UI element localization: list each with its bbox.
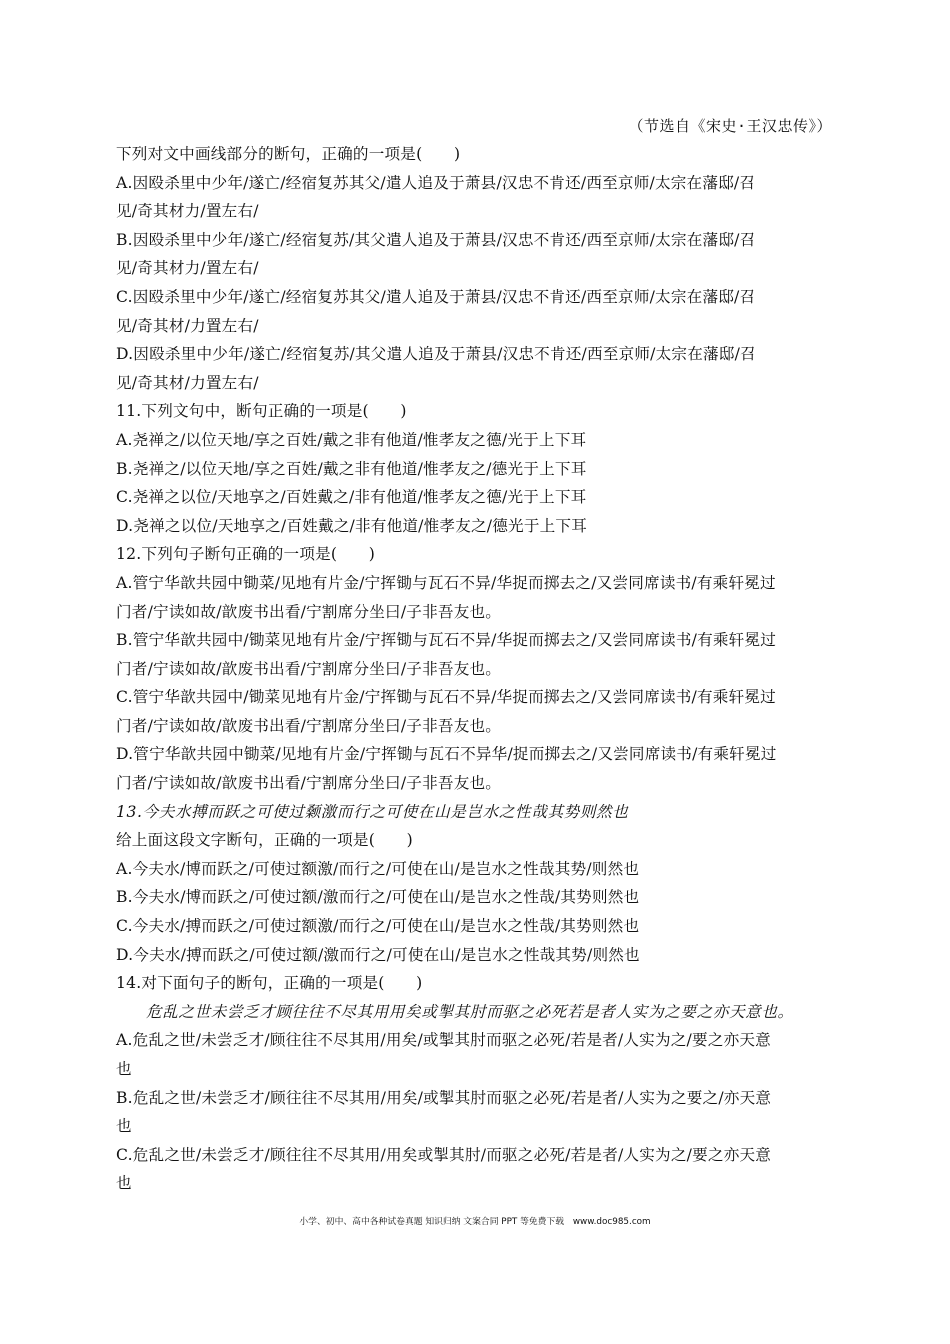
- question-stem: 11.下列文句中，断句正确的一项是( ): [116, 402, 407, 421]
- question-13-block: [116, 798, 836, 970]
- question-stem: 14.对下面句子的断句，正确的一项是( ): [116, 974, 423, 993]
- option-a: A.今夫水/博而跃之/可使过额激/而行之/可使在山/是岂水之性哉其势/则然也: [116, 859, 640, 878]
- option-c-cont: 见/奇其材/力置左右/: [116, 316, 259, 335]
- option-c-cont: 门者/宁读如故/歆废书出看/宁割席分坐曰/子非吾友也。: [116, 716, 502, 735]
- option-d: D.因殴杀里中少年/遂亡/经宿复苏/其父遣人追及于萧县/汉忠不肯还/西至京师/太宗在藩邸/召: [116, 345, 756, 364]
- option-c-cont: 也: [116, 1174, 132, 1193]
- option-b-cont: 门者/宁读如故/歆废书出看/宁割席分坐曰/子非吾友也。: [116, 659, 502, 678]
- option-d-cont: 门者/宁读如故/歆废书出看/宁割席分坐曰/子非吾友也。: [116, 774, 502, 793]
- document-body: [116, 112, 836, 1198]
- option-a-cont: 门者/宁读如故/歆废书出看/宁割席分坐曰/子非吾友也。: [116, 602, 502, 621]
- question-14-passage: 危乱之世未尝乏才顾往往不尽其用用矣或掣其肘而驱之必死若是者人实为之要之亦天意也。: [146, 1002, 794, 1021]
- option-b: B.因殴杀里中少年/遂亡/经宿复苏/其父遣人追及于萧县/汉忠不肯还/西至京师/太宗在藩邸/召: [116, 230, 756, 249]
- option-b: B.危乱之世/未尝乏才/顾往往不尽其用/用矣/或掣其肘而驱之必死/若是者/人实为之要之/亦天意: [116, 1088, 772, 1107]
- question-12-block: [116, 540, 836, 797]
- question-14-block: [116, 969, 836, 1198]
- option-c: C.危乱之世/未尝乏才/顾往往不尽其用/用矣或掣其肘/而驱之必死/若是者/人实为之/要之亦天意: [116, 1145, 772, 1164]
- option-d: D.尧禅之以位/天地享之/百姓戴之/非有他道/惟孝友之/德光于上下耳: [116, 516, 588, 535]
- option-b-cont: 见/奇其材力/置左右/: [116, 259, 259, 278]
- option-a: A.因殴杀里中少年/遂亡/经宿复苏其父/遣人追及于萧县/汉忠不肯还/西至京师/太宗在藩邸/召: [116, 173, 756, 192]
- option-d-cont: 见/奇其材/力置左右/: [116, 373, 259, 392]
- option-c: C.因殴杀里中少年/遂亡/经宿复苏其父/遣人追及于萧县/汉忠不肯还/西至京师/太宗在藩邸/召: [116, 287, 756, 306]
- question-11-block: [116, 397, 836, 540]
- option-c: C.今夫水/搏而跃之/可使过额激/而行之/可使在山/是岂水之性哉/其势则然也: [116, 917, 640, 936]
- source-note: （节选自《宋史·王汉忠传》）: [628, 117, 832, 135]
- question-stem: 下列对文中画线部分的断句，正确的一项是( ): [116, 145, 461, 163]
- question-stem: 给上面这段文字断句，正确的一项是( ): [116, 831, 413, 850]
- question-stem: 12.下列句子断句正确的一项是( ): [116, 545, 376, 564]
- option-d: D.今夫水/搏而跃之/可使过额/激而行之/可使在山/是岂水之性哉其势/则然也: [116, 945, 640, 964]
- page-footer: 小学、初中、高中各种试卷真题 知识归纳 文案合同 PPT 等免费下载 www.doc985.com: [299, 1217, 651, 1227]
- option-b-cont: 也: [116, 1117, 132, 1136]
- question-10-block: [116, 140, 836, 397]
- option-a-cont: 见/奇其材力/置左右/: [116, 202, 259, 221]
- option-a-cont: 也: [116, 1060, 132, 1078]
- question-13-passage: 13.今夫水搏而跃之可使过颡激而行之可使在山是岂水之性哉其势则然也: [116, 802, 629, 821]
- option-b: B.尧禅之/以位天地/享之百姓/戴之非有他道/惟孝友之/德光于上下耳: [116, 459, 587, 478]
- option-a: A.管宁华歆共园中锄菜/见地有片金/宁挥锄与瓦石不异/华捉而掷去之/又尝同席读书/有乘轩冕过: [116, 573, 776, 592]
- option-a: A.尧禅之/以位天地/享之百姓/戴之非有他道/惟孝友之德/光于上下耳: [116, 430, 587, 449]
- option-b: B.管宁华歆共园中/锄菜见地有片金/宁挥锄与瓦石不异/华捉而掷去之/又尝同席读书/有乘轩冕过: [116, 631, 777, 650]
- option-d: D.管宁华歆共园中锄菜/见地有片金/宁挥锄与瓦石不异华/捉而掷去之/又尝同席读书/有乘轩冕过: [116, 745, 777, 764]
- option-c: C.管宁华歆共园中/锄菜见地有片金/宁挥锄与瓦石不异/华捉而掷去之/又尝同席读书/有乘轩冕过: [116, 688, 776, 707]
- option-c: C.尧禅之以位/天地享之/百姓戴之/非有他道/惟孝友之德/光于上下耳: [116, 488, 587, 507]
- option-b: B.今夫水/博而跃之/可使过额/激而行之/可使在山/是岂水之性哉/其势则然也: [116, 888, 640, 907]
- option-a: A.危乱之世/未尝乏才/顾往往不尽其用/用矣/或掣其肘而驱之必死/若是者/人实为之/要之亦天意: [116, 1031, 771, 1050]
